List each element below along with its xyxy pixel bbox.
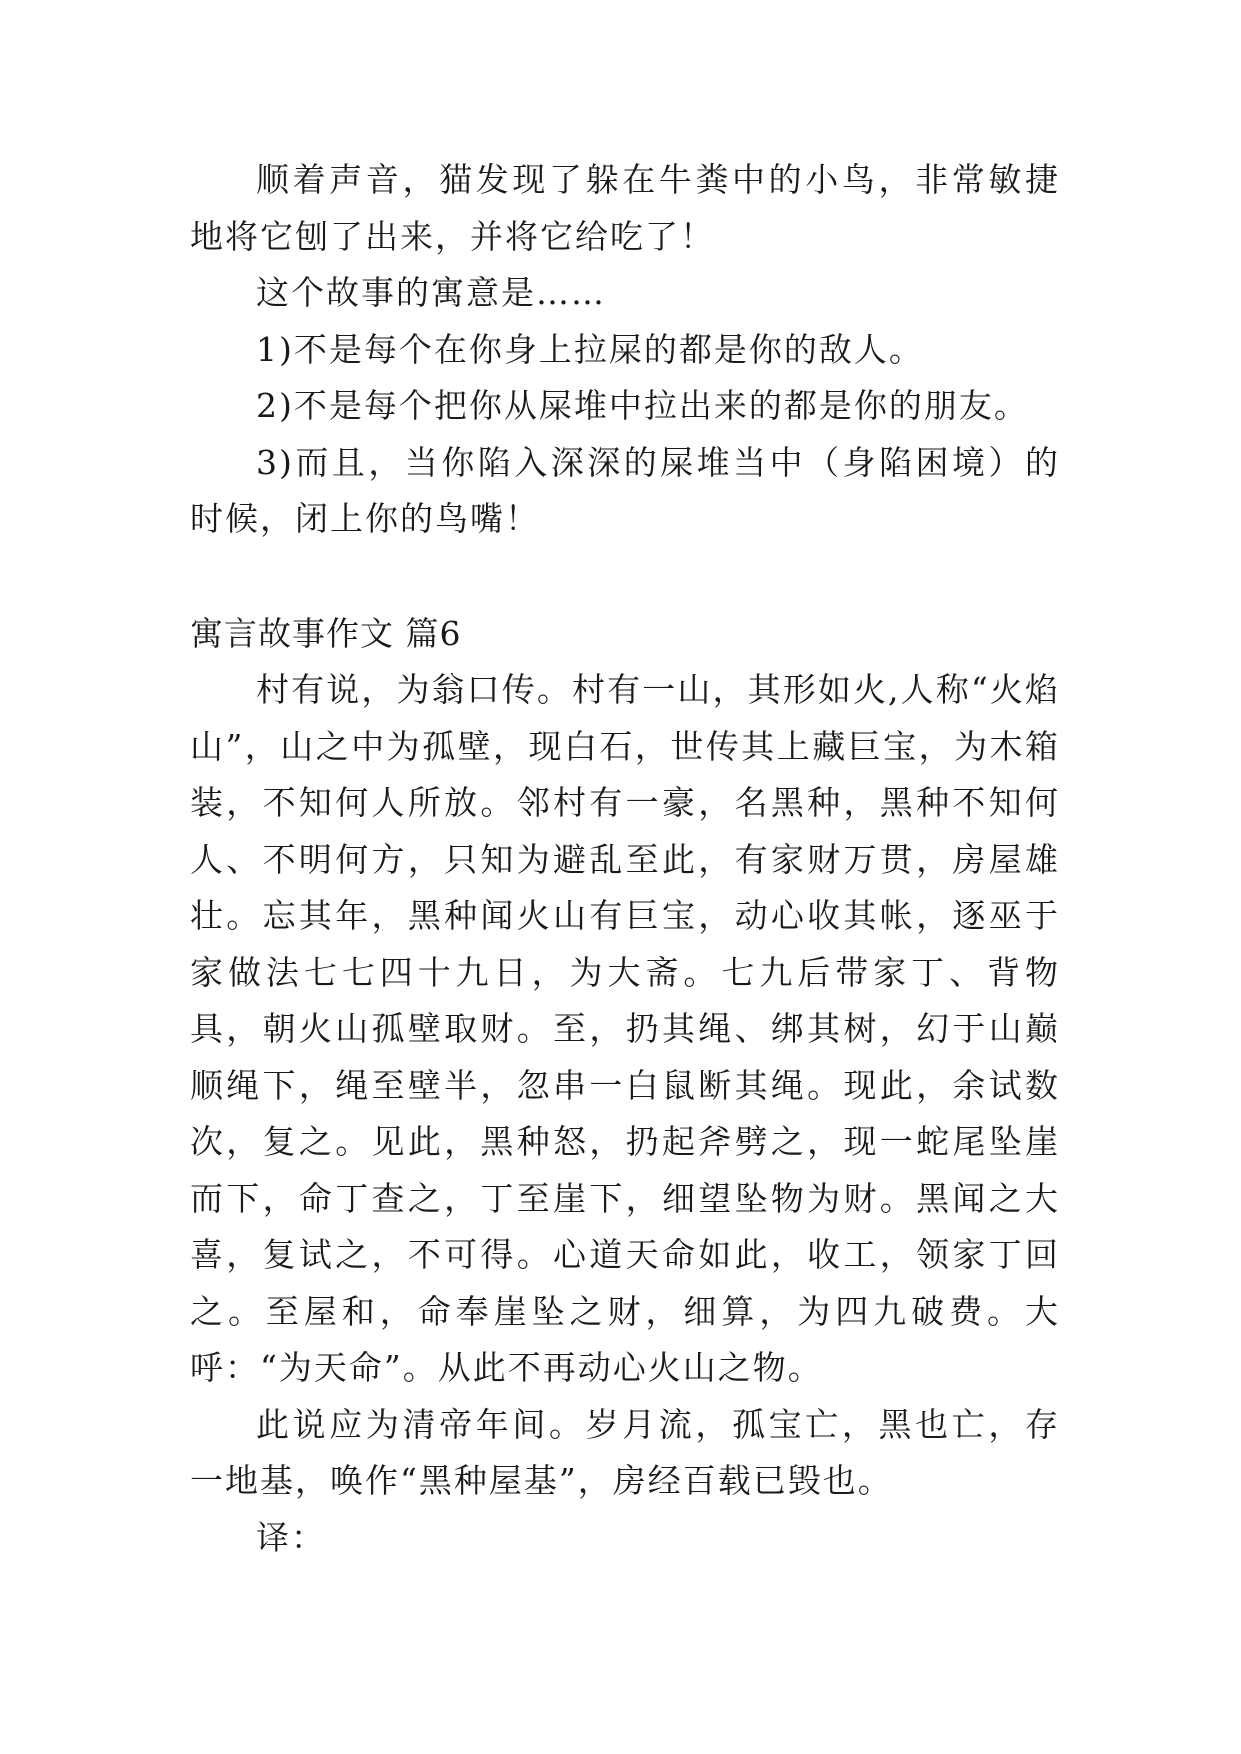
paragraph-epilogue: 此说应为清帝年间。岁月流，孤宝亡，黑也亡，存一地基，唤作“黑种屋基”，房经百载已毁也。 (190, 1404, 1060, 1500)
paragraph-cat-finds-bird: 顺着声音，猫发现了躲在牛粪中的小鸟，非常敏捷地将它刨了出来，并将它给吃了！ (190, 160, 1060, 256)
section-gap (190, 548, 1060, 606)
section-heading: 寓言故事作文 篇6 (190, 613, 462, 653)
paragraph-story: 村有说，为翁口传。村有一山，其形如火,人称“火焰山”，山之中为孤壁，现白石，世传其上藏巨宝，为木箱装，不知何人所放。邻村有一豪，名黑种，黑种不知何人、不明何方，只知为避乱至此，有家财万贯，房屋雄壮。忘其年，黑种闻火山有巨宝，动心收其帐，逐巫于家做法七七四十九日，为大斋。七九后带家丁、背物具，朝火山孤壁取财。至，扔其绳、绑其树，幻于山巅顺绳下，绳至壁半，忽串一白鼠断其绳。现此，余试数次，复之。见此，黑种怒，扔起斧劈之，现一蛇尾坠崖而下，命丁查之，丁至崖下，细望坠物为财。黑闻之大喜，复试之，不可得。心道天命如此，收工，领家丁回之。至屋和，命奉崖坠之财，细算，为四九破费。大呼：“为天命”。从此不再动心火山之物。 (190, 670, 1060, 1387)
paragraph-moral-1: 1)不是每个在你身上拉屎的都是你的敌人。 (256, 329, 924, 369)
paragraph-moral-3: 3)而且，当你陷入深深的屎堆当中（身陷困境）的时候，闭上你的鸟嘴！ (190, 442, 1060, 538)
paragraph-moral-intro: 这个故事的寓意是…… (256, 273, 606, 312)
document-body (190, 152, 1060, 1566)
paragraph-translation-label: 译： (256, 1517, 326, 1557)
paragraph-moral-2: 2)不是每个把你从屎堆中拉出来的都是你的朋友。 (256, 386, 1029, 425)
